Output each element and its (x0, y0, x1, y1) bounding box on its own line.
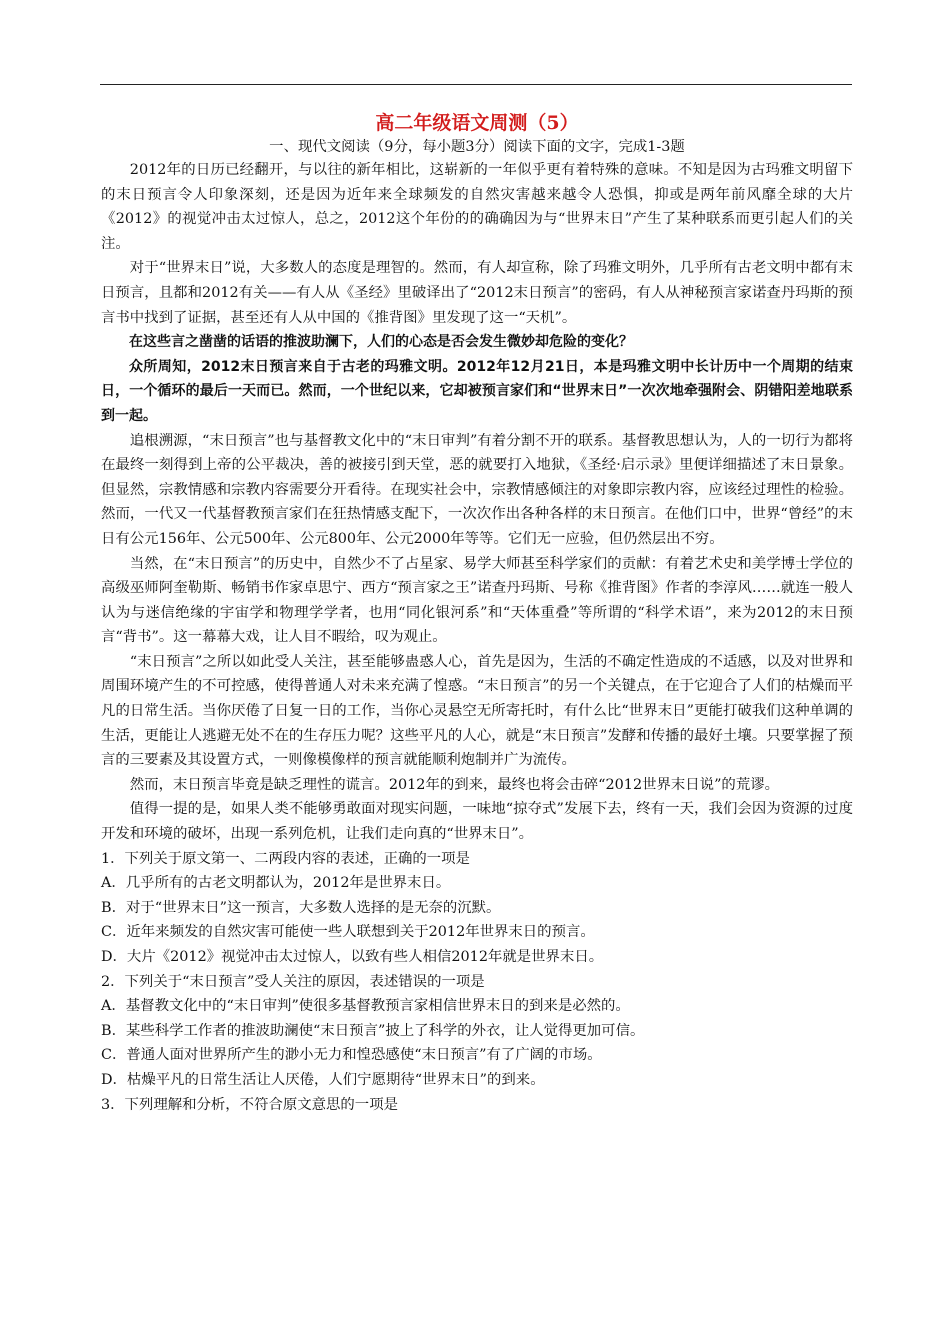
question-2-option-b: B．某些科学工作者的推波助澜使“末日预言”披上了科学的外衣，让人觉得更加可信。 (101, 1022, 645, 1039)
paragraph-5: 追根溯源，“末日预言”也与基督教文化中的“末日审判”有着分割不开的联系。基督教思想认为，人的一切行为都将在最终一刻得到上帝的公平裁决，善的被接引到天堂，恶的就要打入地狱，《圣经·启示录》里便详细描述了末日景象。但显然，宗教情感和宗教内容需要分开看待。在现实社会中，宗教情感倾注的对象即宗教内容，应该经过理性的检验。然而，一代又一代基督教预言家们在狂热情感支配下，一次次作出各种各样的末日预言。在他们口中，世界“曾经”的末日有公元156年、公元500年、公元800年、公元2000年等等。它们无一应验，但仍然层出不穷。 (101, 432, 853, 547)
question-1-option-c: C．近年来频发的自然灾害可能使一些人联想到关于2012年世界末日的预言。 (101, 924, 595, 941)
question-3-stem: 3．下列理解和分析，不符合原文意思的一项是 (101, 1096, 398, 1113)
question-2-stem: 2．下列关于“末日预言”受人关注的原因，表述错误的一项是 (101, 973, 485, 990)
header-rule (100, 84, 852, 85)
paragraph-7: “末日预言”之所以如此受人关注，甚至能够蛊惑人心，首先是因为，生活的不确定性造成的不适感，以及对世界和周围环境产生的不可控感，使得普通人对未来充满了惶惑。“末日预言”的另一个关键点，在于它迎合了人们的枯燥而平凡的日常生活。当你厌倦了日复一日的工作，当你心灵悬空无所寄托时，有什么比“世界末日”更能打破我们这种单调的生活，更能让人逃避无处不在的生存压力呢？这些平凡的人心，就是“末日预言”发酵和传播的最好土壤。只要掌握了预言的三要素及其设置方式，一则像模像样的预言就能顺利炮制并广为流传。 (101, 653, 853, 769)
paragraph-1: 2012年的日历已经翻开，与以往的新年相比，这崭新的一年似乎更有着特殊的意味。不知是因为古玛雅文明留下的末日预言令人印象深刻，还是因为近年来全球频发的自然灾害越来越令人恐惧，抑或是两年前风靡全球的大片《2012》的视觉冲击太过惊人，总之，2012这个年份的的确确因为与“世界末日”产生了某种联系而更引起人们的关注。 (101, 162, 853, 252)
question-2-option-d: D．枯燥平凡的日常生活让人厌倦，人们宁愿期待“世界末日”的到来。 (101, 1071, 545, 1088)
page-title: 高二年级语文周测（5） (375, 112, 579, 134)
question-1-option-b: B．对于“世界末日”这一预言，大多数人选择的是无奈的沉默。 (101, 899, 501, 916)
question-1-option-a: A．几乎所有的古老文明都认为，2012年是世界末日。 (101, 875, 451, 892)
paragraph-8: 然而，末日预言毕竟是缺乏理性的谎言。2012年的到来，最终也将会击碎“2012世界末日说”的荒谬。 (129, 776, 779, 793)
paragraph-9: 值得一提的是，如果人类不能够勇敢面对现实问题，一味地“掠夺式”发展下去，终有一天，我们会因为资源的过度开发和环境的破坏，出现一系列危机，让我们走向真的“世界末日”。 (101, 801, 853, 843)
paragraph-2: 对于“世界末日”说，大多数人的态度是理智的。然而，有人却宣称，除了玛雅文明外，几乎所有古老文明中都有末日预言，且都和2012有关——有人从《圣经》里破译出了“2012末日预言”的密码，有人从神秘预言家诺查丹玛斯的预言书中找到了证据，甚至还有人从中国的《推背图》里发现了这一“天机”。 (101, 260, 853, 326)
question-2-option-c: C．普通人面对世界所产生的渺小无力和惶恐感使“末日预言”有了广阔的市场。 (101, 1047, 602, 1064)
question-1-option-d: D．大片《2012》视觉冲击太过惊人，以致有些人相信2012年就是世界末日。 (101, 949, 604, 965)
paragraph-3: 在这些言之凿凿的话语的推波助澜下，人们的心态是否会发生微妙却危险的变化？ (129, 334, 633, 351)
paragraph-6: 当然，在“末日预言”的历史中，自然少不了占星家、易学大师甚至科学家们的贡献：有着艺术史和美学博士学位的高级巫师阿奎勒斯、畅销书作家卓思宁、西方“预言家之王”诺查丹玛斯、号称《推背图》作者的李淳风……就连一般人认为与迷信绝缘的宇宙学和物理学学者，也用“同化银河系”和“天体重叠”等所谓的“科学术语”，来为2012的末日预言“背书”。这一幕幕大戏，让人目不暇给，叹为观止。 (101, 555, 853, 646)
question-1-stem: 1．下列关于原文第一、二两段内容的表述，正确的一项是 (101, 850, 470, 867)
paragraph-4: 众所周知，2012末日预言来自于古老的玛雅文明。2012年12月21日，本是玛雅文明中长计历中一个周期的结束日，一个循环的最后一天而已。然而，一个世纪以来，它却被预言家们和“世界末日”一次次地牵强附会、阴错阳差地联系到一起。 (101, 358, 853, 424)
question-2-option-a: A．基督教文化中的“末日审判”使很多基督教预言家相信世界末日的到来是必然的。 (101, 998, 630, 1015)
document-body (101, 110, 853, 1117)
section-header: 一、现代文阅读（9分，每小题3分）阅读下面的文字，完成1-3题 (269, 139, 685, 155)
